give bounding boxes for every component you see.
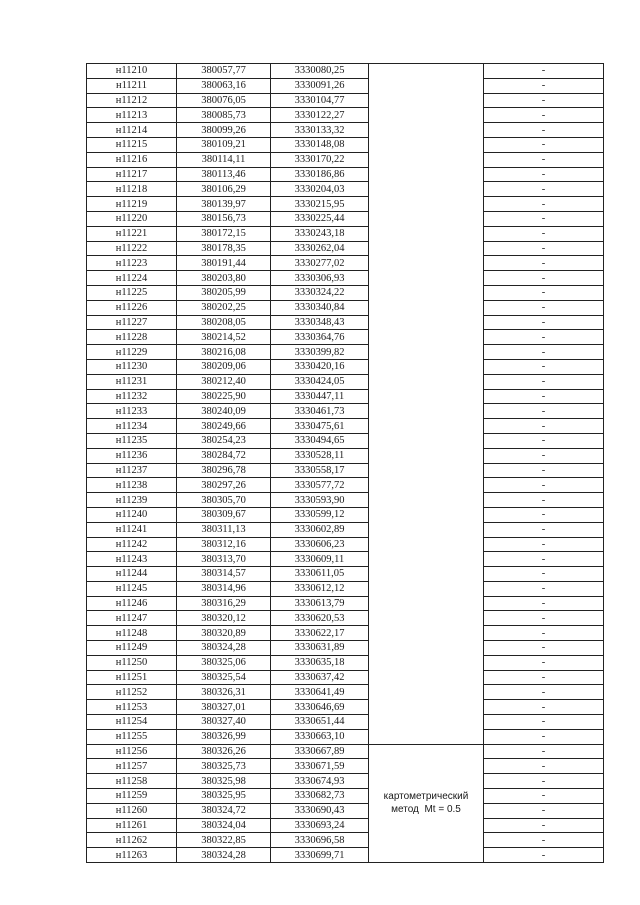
- accuracy-cell: -: [484, 493, 604, 508]
- point-id-cell: н11211: [87, 78, 177, 93]
- y-coordinate-cell: 3330148,08: [271, 137, 369, 152]
- point-id-cell: н11210: [87, 64, 177, 79]
- table-row: [87, 448, 604, 463]
- accuracy-cell: -: [484, 552, 604, 567]
- x-coordinate-cell: 380297,26: [177, 478, 271, 493]
- accuracy-cell: -: [484, 744, 604, 759]
- x-coordinate-cell: 380212,40: [177, 374, 271, 389]
- table-row: [87, 271, 604, 286]
- accuracy-cell: -: [484, 300, 604, 315]
- y-coordinate-cell: 3330262,04: [271, 241, 369, 256]
- accuracy-cell: -: [484, 655, 604, 670]
- x-coordinate-cell: 380249,66: [177, 419, 271, 434]
- accuracy-cell: -: [484, 670, 604, 685]
- y-coordinate-cell: 3330593,90: [271, 493, 369, 508]
- accuracy-cell: -: [484, 78, 604, 93]
- y-coordinate-cell: 3330646,69: [271, 700, 369, 715]
- y-coordinate-cell: 3330348,43: [271, 315, 369, 330]
- accuracy-cell: -: [484, 123, 604, 138]
- y-coordinate-cell: 3330461,73: [271, 404, 369, 419]
- point-id-cell: н11256: [87, 744, 177, 759]
- accuracy-cell: -: [484, 359, 604, 374]
- point-id-cell: н11247: [87, 611, 177, 626]
- y-coordinate-cell: 3330613,79: [271, 596, 369, 611]
- point-id-cell: н11249: [87, 641, 177, 656]
- table-row: [87, 123, 604, 138]
- method-name: картометрический: [383, 791, 469, 803]
- table-row: [87, 729, 604, 744]
- accuracy-cell: -: [484, 507, 604, 522]
- y-coordinate-cell: 3330277,02: [271, 256, 369, 271]
- point-id-cell: н11223: [87, 256, 177, 271]
- accuracy-cell: -: [484, 137, 604, 152]
- table-row: [87, 655, 604, 670]
- y-coordinate-cell: 3330577,72: [271, 478, 369, 493]
- method-accuracy: метод Mt = 0.5: [391, 804, 461, 816]
- table-row: [87, 537, 604, 552]
- coordinates-table: [86, 63, 604, 863]
- point-id-cell: н11221: [87, 226, 177, 241]
- table-row: [87, 567, 604, 582]
- table-row: [87, 433, 604, 448]
- y-coordinate-cell: 3330424,05: [271, 374, 369, 389]
- point-id-cell: н11251: [87, 670, 177, 685]
- x-coordinate-cell: 380320,89: [177, 626, 271, 641]
- y-coordinate-cell: 3330641,49: [271, 685, 369, 700]
- accuracy-cell: -: [484, 641, 604, 656]
- table-row: [87, 685, 604, 700]
- y-coordinate-cell: 3330494,65: [271, 433, 369, 448]
- accuracy-cell: -: [484, 404, 604, 419]
- x-coordinate-cell: 380305,70: [177, 493, 271, 508]
- x-coordinate-cell: 380205,99: [177, 285, 271, 300]
- y-coordinate-cell: 3330693,24: [271, 818, 369, 833]
- accuracy-cell: -: [484, 715, 604, 730]
- x-coordinate-cell: 380109,21: [177, 137, 271, 152]
- x-coordinate-cell: 380309,67: [177, 507, 271, 522]
- accuracy-cell: -: [484, 774, 604, 789]
- y-coordinate-cell: 3330170,22: [271, 152, 369, 167]
- x-coordinate-cell: 380106,29: [177, 182, 271, 197]
- x-coordinate-cell: 380320,12: [177, 611, 271, 626]
- y-coordinate-cell: 3330399,82: [271, 345, 369, 360]
- table-row: [87, 818, 604, 833]
- table-row: [87, 803, 604, 818]
- point-id-cell: н11222: [87, 241, 177, 256]
- y-coordinate-cell: 3330674,93: [271, 774, 369, 789]
- table-row: [87, 78, 604, 93]
- x-coordinate-cell: 380254,23: [177, 433, 271, 448]
- y-coordinate-cell: 3330682,73: [271, 789, 369, 804]
- accuracy-cell: -: [484, 581, 604, 596]
- x-coordinate-cell: 380326,99: [177, 729, 271, 744]
- table-row: [87, 182, 604, 197]
- table-row: [87, 404, 604, 419]
- x-coordinate-cell: 380114,11: [177, 152, 271, 167]
- y-coordinate-cell: 3330622,17: [271, 626, 369, 641]
- x-coordinate-cell: 380202,25: [177, 300, 271, 315]
- x-coordinate-cell: 380172,15: [177, 226, 271, 241]
- accuracy-cell: -: [484, 108, 604, 123]
- table-row: [87, 789, 604, 804]
- point-id-cell: н11233: [87, 404, 177, 419]
- x-coordinate-cell: 380314,96: [177, 581, 271, 596]
- accuracy-cell: -: [484, 537, 604, 552]
- table-row: [87, 241, 604, 256]
- y-coordinate-cell: 3330599,12: [271, 507, 369, 522]
- table-row: [87, 759, 604, 774]
- table-row: [87, 596, 604, 611]
- accuracy-cell: -: [484, 152, 604, 167]
- x-coordinate-cell: 380327,40: [177, 715, 271, 730]
- accuracy-cell: -: [484, 315, 604, 330]
- y-coordinate-cell: 3330475,61: [271, 419, 369, 434]
- y-coordinate-cell: 3330699,71: [271, 848, 369, 863]
- x-coordinate-cell: 380322,85: [177, 833, 271, 848]
- x-coordinate-cell: 380076,05: [177, 93, 271, 108]
- point-id-cell: н11214: [87, 123, 177, 138]
- point-id-cell: н11227: [87, 315, 177, 330]
- accuracy-cell: -: [484, 626, 604, 641]
- y-coordinate-cell: 3330080,25: [271, 64, 369, 79]
- x-coordinate-cell: 380311,13: [177, 522, 271, 537]
- y-coordinate-cell: 3330340,84: [271, 300, 369, 315]
- accuracy-cell: -: [484, 226, 604, 241]
- accuracy-cell: -: [484, 285, 604, 300]
- accuracy-cell: -: [484, 611, 604, 626]
- x-coordinate-cell: 380325,95: [177, 789, 271, 804]
- point-id-cell: н11226: [87, 300, 177, 315]
- point-id-cell: н11246: [87, 596, 177, 611]
- point-id-cell: н11234: [87, 419, 177, 434]
- y-coordinate-cell: 3330243,18: [271, 226, 369, 241]
- accuracy-cell: -: [484, 93, 604, 108]
- x-coordinate-cell: 380214,52: [177, 330, 271, 345]
- accuracy-cell: -: [484, 700, 604, 715]
- table-row: [87, 359, 604, 374]
- table-row: [87, 315, 604, 330]
- accuracy-cell: -: [484, 211, 604, 226]
- accuracy-cell: -: [484, 818, 604, 833]
- point-id-cell: н11248: [87, 626, 177, 641]
- accuracy-cell: -: [484, 389, 604, 404]
- table-row: [87, 93, 604, 108]
- point-id-cell: н11230: [87, 359, 177, 374]
- point-id-cell: н11255: [87, 729, 177, 744]
- x-coordinate-cell: 380324,04: [177, 818, 271, 833]
- x-coordinate-cell: 380057,77: [177, 64, 271, 79]
- accuracy-cell: -: [484, 374, 604, 389]
- table-row: [87, 330, 604, 345]
- y-coordinate-cell: 3330133,32: [271, 123, 369, 138]
- table-row: [87, 285, 604, 300]
- point-id-cell: н11213: [87, 108, 177, 123]
- accuracy-cell: -: [484, 685, 604, 700]
- x-coordinate-cell: 380314,57: [177, 567, 271, 582]
- y-coordinate-cell: 3330122,27: [271, 108, 369, 123]
- x-coordinate-cell: 380191,44: [177, 256, 271, 271]
- x-coordinate-cell: 380113,46: [177, 167, 271, 182]
- y-coordinate-cell: 3330447,11: [271, 389, 369, 404]
- table-row: [87, 300, 604, 315]
- x-coordinate-cell: 380085,73: [177, 108, 271, 123]
- accuracy-cell: -: [484, 848, 604, 863]
- table-row: [87, 345, 604, 360]
- point-id-cell: н11241: [87, 522, 177, 537]
- point-id-cell: н11212: [87, 93, 177, 108]
- table-row: [87, 715, 604, 730]
- accuracy-cell: -: [484, 167, 604, 182]
- point-id-cell: н11236: [87, 448, 177, 463]
- x-coordinate-cell: 380063,16: [177, 78, 271, 93]
- table-row: [87, 167, 604, 182]
- y-coordinate-cell: 3330690,43: [271, 803, 369, 818]
- y-coordinate-cell: 3330651,44: [271, 715, 369, 730]
- table-row: [87, 744, 604, 759]
- y-coordinate-cell: 3330306,93: [271, 271, 369, 286]
- x-coordinate-cell: 380327,01: [177, 700, 271, 715]
- y-coordinate-cell: 3330186,86: [271, 167, 369, 182]
- x-coordinate-cell: 380178,35: [177, 241, 271, 256]
- table-row: [87, 670, 604, 685]
- accuracy-cell: -: [484, 567, 604, 582]
- x-coordinate-cell: 380216,08: [177, 345, 271, 360]
- y-coordinate-cell: 3330091,26: [271, 78, 369, 93]
- x-coordinate-cell: 380209,06: [177, 359, 271, 374]
- accuracy-cell: -: [484, 271, 604, 286]
- x-coordinate-cell: 380208,05: [177, 315, 271, 330]
- table-row: [87, 419, 604, 434]
- point-id-cell: н11224: [87, 271, 177, 286]
- x-coordinate-cell: 380325,06: [177, 655, 271, 670]
- point-id-cell: н11262: [87, 833, 177, 848]
- x-coordinate-cell: 380284,72: [177, 448, 271, 463]
- y-coordinate-cell: 3330611,05: [271, 567, 369, 582]
- point-id-cell: н11219: [87, 197, 177, 212]
- accuracy-cell: -: [484, 419, 604, 434]
- x-coordinate-cell: 380324,28: [177, 641, 271, 656]
- y-coordinate-cell: 3330663,10: [271, 729, 369, 744]
- table-row: [87, 641, 604, 656]
- accuracy-cell: -: [484, 522, 604, 537]
- point-id-cell: н11240: [87, 507, 177, 522]
- table-row: [87, 137, 604, 152]
- point-id-cell: н11258: [87, 774, 177, 789]
- table-row: [87, 493, 604, 508]
- table-row: [87, 774, 604, 789]
- x-coordinate-cell: 380099,26: [177, 123, 271, 138]
- point-id-cell: н11263: [87, 848, 177, 863]
- x-coordinate-cell: 380156,73: [177, 211, 271, 226]
- point-id-cell: н11253: [87, 700, 177, 715]
- x-coordinate-cell: 380313,70: [177, 552, 271, 567]
- table-row: [87, 478, 604, 493]
- x-coordinate-cell: 380324,72: [177, 803, 271, 818]
- x-coordinate-cell: 380325,54: [177, 670, 271, 685]
- table-row: [87, 211, 604, 226]
- accuracy-cell: -: [484, 803, 604, 818]
- y-coordinate-cell: 3330612,12: [271, 581, 369, 596]
- table-row: [87, 700, 604, 715]
- x-coordinate-cell: 380139,97: [177, 197, 271, 212]
- point-id-cell: н11250: [87, 655, 177, 670]
- point-id-cell: н11238: [87, 478, 177, 493]
- method-cell-empty: [369, 64, 484, 745]
- y-coordinate-cell: 3330225,44: [271, 211, 369, 226]
- y-coordinate-cell: 3330104,77: [271, 93, 369, 108]
- accuracy-cell: -: [484, 596, 604, 611]
- point-id-cell: н11259: [87, 789, 177, 804]
- point-id-cell: н11254: [87, 715, 177, 730]
- y-coordinate-cell: 3330667,89: [271, 744, 369, 759]
- y-coordinate-cell: 3330671,59: [271, 759, 369, 774]
- point-id-cell: н11242: [87, 537, 177, 552]
- x-coordinate-cell: 380225,90: [177, 389, 271, 404]
- point-id-cell: н11239: [87, 493, 177, 508]
- table-row: [87, 226, 604, 241]
- y-coordinate-cell: 3330637,42: [271, 670, 369, 685]
- accuracy-cell: -: [484, 478, 604, 493]
- table-row: [87, 108, 604, 123]
- point-id-cell: н11245: [87, 581, 177, 596]
- point-id-cell: н11220: [87, 211, 177, 226]
- point-id-cell: н11225: [87, 285, 177, 300]
- point-id-cell: н11244: [87, 567, 177, 582]
- point-id-cell: н11252: [87, 685, 177, 700]
- table-row: [87, 152, 604, 167]
- table-row: [87, 848, 604, 863]
- y-coordinate-cell: 3330635,18: [271, 655, 369, 670]
- accuracy-cell: -: [484, 256, 604, 271]
- point-id-cell: н11232: [87, 389, 177, 404]
- y-coordinate-cell: 3330696,58: [271, 833, 369, 848]
- table-row: [87, 374, 604, 389]
- table-row: [87, 463, 604, 478]
- y-coordinate-cell: 3330324,22: [271, 285, 369, 300]
- y-coordinate-cell: 3330606,23: [271, 537, 369, 552]
- point-id-cell: н11216: [87, 152, 177, 167]
- y-coordinate-cell: 3330364,76: [271, 330, 369, 345]
- accuracy-cell: -: [484, 463, 604, 478]
- y-coordinate-cell: 3330420,16: [271, 359, 369, 374]
- point-id-cell: н11261: [87, 818, 177, 833]
- accuracy-cell: -: [484, 433, 604, 448]
- point-id-cell: н11235: [87, 433, 177, 448]
- point-id-cell: н11218: [87, 182, 177, 197]
- table-row: [87, 522, 604, 537]
- point-id-cell: н11229: [87, 345, 177, 360]
- point-id-cell: н11260: [87, 803, 177, 818]
- accuracy-cell: -: [484, 64, 604, 79]
- accuracy-cell: -: [484, 833, 604, 848]
- x-coordinate-cell: 380240,09: [177, 404, 271, 419]
- x-coordinate-cell: 380316,29: [177, 596, 271, 611]
- table-row: [87, 611, 604, 626]
- table-row: [87, 197, 604, 212]
- accuracy-cell: -: [484, 759, 604, 774]
- y-coordinate-cell: 3330631,89: [271, 641, 369, 656]
- point-id-cell: н11257: [87, 759, 177, 774]
- x-coordinate-cell: 380312,16: [177, 537, 271, 552]
- coordinates-table-body: [87, 64, 604, 863]
- accuracy-cell: -: [484, 448, 604, 463]
- table-row: [87, 552, 604, 567]
- point-id-cell: н11243: [87, 552, 177, 567]
- accuracy-cell: -: [484, 345, 604, 360]
- y-coordinate-cell: 3330528,11: [271, 448, 369, 463]
- x-coordinate-cell: 380203,80: [177, 271, 271, 286]
- accuracy-cell: -: [484, 241, 604, 256]
- point-id-cell: н11228: [87, 330, 177, 345]
- table-row: [87, 581, 604, 596]
- accuracy-cell: -: [484, 182, 604, 197]
- x-coordinate-cell: 380296,78: [177, 463, 271, 478]
- y-coordinate-cell: 3330602,89: [271, 522, 369, 537]
- point-id-cell: н11215: [87, 137, 177, 152]
- x-coordinate-cell: 380326,26: [177, 744, 271, 759]
- table-row: [87, 507, 604, 522]
- table-row: [87, 256, 604, 271]
- x-coordinate-cell: 380325,73: [177, 759, 271, 774]
- point-id-cell: н11217: [87, 167, 177, 182]
- table-row: [87, 64, 604, 79]
- table-row: [87, 833, 604, 848]
- point-id-cell: н11231: [87, 374, 177, 389]
- y-coordinate-cell: 3330204,03: [271, 182, 369, 197]
- table-row: [87, 626, 604, 641]
- x-coordinate-cell: 380326,31: [177, 685, 271, 700]
- y-coordinate-cell: 3330558,17: [271, 463, 369, 478]
- accuracy-cell: -: [484, 197, 604, 212]
- y-coordinate-cell: 3330215,95: [271, 197, 369, 212]
- method-cell: [369, 744, 484, 862]
- accuracy-cell: -: [484, 789, 604, 804]
- accuracy-cell: -: [484, 729, 604, 744]
- y-coordinate-cell: 3330620,53: [271, 611, 369, 626]
- table-row: [87, 389, 604, 404]
- x-coordinate-cell: 380325,98: [177, 774, 271, 789]
- point-id-cell: н11237: [87, 463, 177, 478]
- x-coordinate-cell: 380324,28: [177, 848, 271, 863]
- y-coordinate-cell: 3330609,11: [271, 552, 369, 567]
- accuracy-cell: -: [484, 330, 604, 345]
